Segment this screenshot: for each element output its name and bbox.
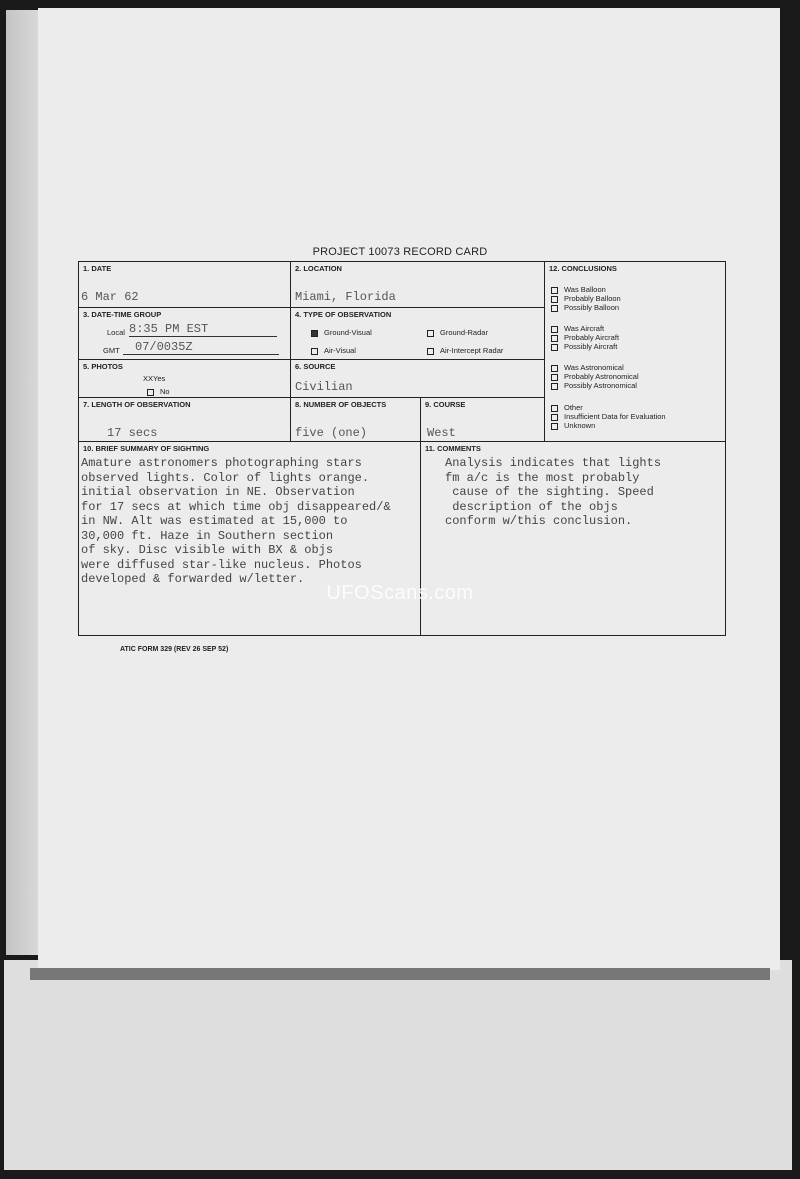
date-time-group-label: 3. DATE-TIME GROUP xyxy=(83,310,162,319)
checkbox-icon xyxy=(551,344,558,351)
location-value: Miami, Florida xyxy=(295,290,396,304)
conclusion-option xyxy=(551,372,639,381)
conclusion-option xyxy=(551,363,639,372)
conclusion-option xyxy=(551,294,621,303)
conclusion-label: Probably Balloon xyxy=(564,294,621,303)
length-of-observation-value: 17 secs xyxy=(107,426,158,440)
checked-box-icon xyxy=(311,330,318,337)
source-cell xyxy=(291,360,545,398)
checkbox-icon xyxy=(551,405,558,412)
form-footer: ATIC FORM 329 (REV 26 SEP 52) xyxy=(120,646,229,653)
checkbox-icon xyxy=(551,335,558,342)
conclusion-label: Was Aircraft xyxy=(564,324,605,333)
photos-yes-option: XXYes xyxy=(143,374,166,383)
card-title: PROJECT 10073 RECORD CARD xyxy=(312,246,488,258)
length-of-observation-label: 7. LENGTH OF OBSERVATION xyxy=(83,400,191,409)
number-of-objects-label: 8. NUMBER OF OBJECTS xyxy=(295,400,387,409)
comments-cell xyxy=(421,442,725,635)
date-value: 6 Mar 62 xyxy=(81,290,139,304)
summary-label: 10. BRIEF SUMMARY OF SIGHTING xyxy=(83,444,210,453)
type-of-observation-cell xyxy=(291,308,545,360)
left-page-edge xyxy=(6,10,38,955)
conclusion-label: Possibly Aircraft xyxy=(564,342,618,351)
conclusion-label: Other xyxy=(564,403,583,412)
conclusion-label: Possibly Astronomical xyxy=(564,381,637,390)
course-value: West xyxy=(427,426,456,440)
conclusion-option xyxy=(551,412,666,421)
ground-radar-option xyxy=(427,328,488,337)
local-label: Local xyxy=(107,328,125,337)
location-cell xyxy=(291,262,545,308)
checkbox-icon xyxy=(551,383,558,390)
watermark: UFOScans.com xyxy=(326,582,474,604)
course-label: 9. COURSE xyxy=(425,400,466,409)
conclusion-option xyxy=(551,285,621,294)
photos-cell xyxy=(79,360,291,398)
date-label: 1. DATE xyxy=(83,264,112,273)
type-of-observation-label: 4. TYPE OF OBSERVATION xyxy=(295,310,392,319)
course-cell xyxy=(421,398,545,442)
conclusions-group-other xyxy=(551,403,666,430)
source-label: 6. SOURCE xyxy=(295,362,336,371)
ground-visual-label: Ground-Visual xyxy=(324,328,372,337)
conclusion-option xyxy=(551,403,666,412)
conclusions-group-balloon xyxy=(551,285,621,312)
conclusion-option xyxy=(551,303,621,312)
date-time-group-cell xyxy=(79,308,291,360)
checkbox-icon xyxy=(551,326,558,333)
photos-no-option xyxy=(147,387,170,396)
gmt-label: GMT xyxy=(103,346,120,355)
checkbox-icon xyxy=(311,348,318,355)
local-underline xyxy=(129,336,277,337)
conclusion-label: Possibly Balloon xyxy=(564,303,620,312)
summary-text: Amature astronomers photographing stars observed lights. Color of lights orange. initial observation in NE. Observation for 17 secs at which time obj disappeared/& in NW. Alt was estimated at 15,000 to 30,000 ft. Haze in Southern section of sky. Disc visible with BX & objs were diffused star-like nucleus. Photos developed & forwarded w/letter. xyxy=(81,456,391,586)
conclusion-label: Was Balloon xyxy=(564,285,606,294)
length-of-observation-cell xyxy=(79,398,291,442)
conclusion-label: Was Astronomical xyxy=(564,363,624,372)
conclusions-group-astronomical xyxy=(551,363,639,390)
air-visual-label: Air-Visual xyxy=(324,346,356,355)
comments-text: Analysis indicates that lights fm a/c is the most probably cause of the sighting. Speed description of the objs conform w/this conclusion. xyxy=(445,456,662,528)
gmt-underline xyxy=(123,354,279,355)
number-of-objects-value: five (one) xyxy=(295,426,368,440)
air-intercept-radar-label: Air-Intercept Radar xyxy=(440,346,504,355)
checkbox-icon xyxy=(551,414,558,421)
local-time-value: 8:35 PM EST xyxy=(129,322,209,336)
page-shadow xyxy=(30,968,770,980)
ground-visual-option xyxy=(311,328,372,337)
lower-sheet xyxy=(4,960,792,1170)
comments-label: 11. COMMENTS xyxy=(425,444,481,453)
conclusion-label: Probably Aircraft xyxy=(564,333,620,342)
air-visual-option xyxy=(311,346,356,355)
record-card xyxy=(78,261,726,636)
checkbox-icon xyxy=(551,423,558,430)
checkbox-icon xyxy=(551,287,558,294)
conclusion-option xyxy=(551,324,619,333)
ground-radar-label: Ground-Radar xyxy=(440,328,488,337)
location-label: 2. LOCATION xyxy=(295,264,342,273)
conclusion-option xyxy=(551,342,619,351)
photos-label: 5. PHOTOS xyxy=(83,362,123,371)
conclusion-option xyxy=(551,381,639,390)
checkbox-icon xyxy=(427,348,434,355)
checkbox-icon xyxy=(551,365,558,372)
source-value: Civilian xyxy=(295,380,353,394)
checkbox-icon xyxy=(551,305,558,312)
conclusion-label: Probably Astronomical xyxy=(564,372,639,381)
number-of-objects-cell xyxy=(291,398,421,442)
conclusions-label: 12. CONCLUSIONS xyxy=(549,264,617,273)
conclusions-group-aircraft xyxy=(551,324,619,351)
conclusion-option xyxy=(551,421,666,430)
checkbox-icon xyxy=(551,296,558,303)
photos-no-label: No xyxy=(160,387,170,396)
air-intercept-radar-option xyxy=(427,346,503,355)
conclusion-option xyxy=(551,333,619,342)
date-cell xyxy=(79,262,291,308)
conclusions-cell xyxy=(545,262,725,442)
gmt-value: 07/0035Z xyxy=(135,340,193,354)
checkbox-icon xyxy=(147,389,154,396)
summary-cell xyxy=(79,442,421,635)
checkbox-icon xyxy=(427,330,434,337)
checkbox-icon xyxy=(551,374,558,381)
conclusion-label: Insufficient Data for Evaluation xyxy=(564,412,666,421)
conclusion-label: Unknown xyxy=(564,421,596,430)
